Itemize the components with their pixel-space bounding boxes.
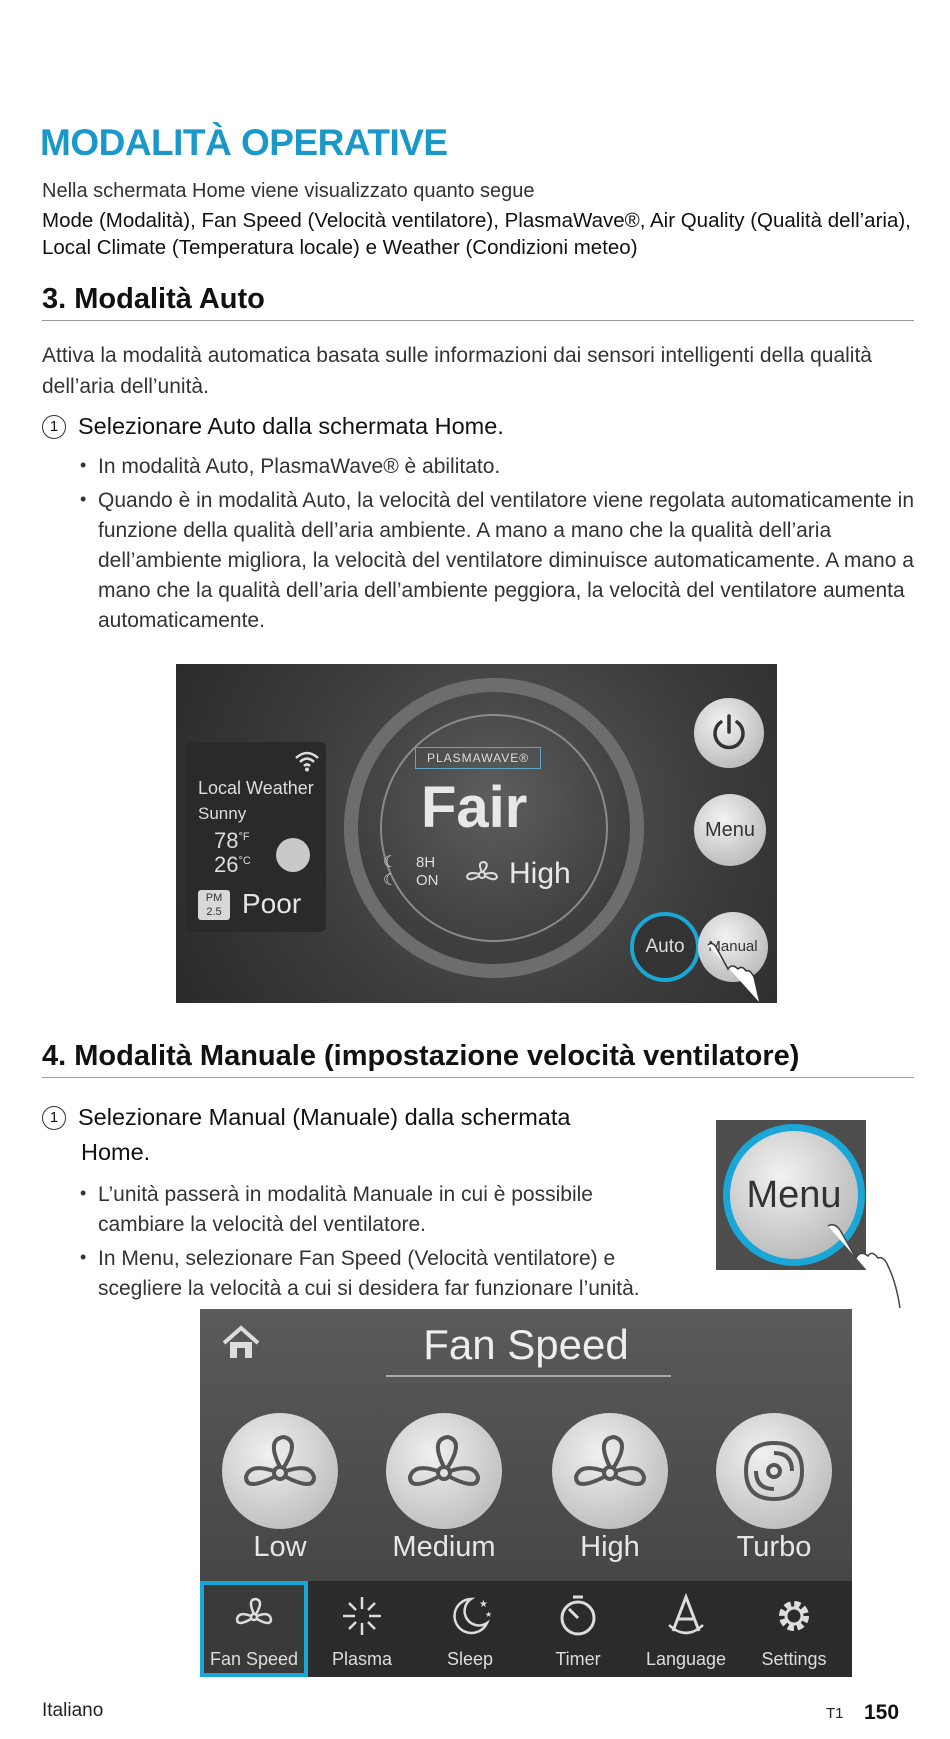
hand-pointer-icon: [826, 1222, 902, 1308]
tab-fan-speed[interactable]: [200, 1581, 308, 1677]
bottom-tab-bar: [200, 1581, 852, 1677]
tab-sleep[interactable]: [416, 1581, 524, 1677]
fan-medium-button[interactable]: [386, 1413, 502, 1529]
tab-label: Language: [645, 1649, 727, 1669]
manual-button[interactable]: Manual: [698, 912, 768, 982]
hand-pointer-icon: [694, 939, 764, 1003]
timer-state: ON: [416, 872, 439, 889]
fan-turbo-button[interactable]: [716, 1413, 832, 1529]
divider: [42, 320, 914, 321]
section-4-bullets: [80, 1180, 680, 1308]
fan-high-button[interactable]: [552, 1413, 668, 1529]
fan-icon: [552, 1413, 668, 1529]
step-text: Selezionare Auto dalla schermata Home.: [78, 413, 504, 439]
timer-status: [416, 854, 439, 890]
intro-text: Nella schermata Home viene visualizzato quanto segue: [42, 180, 535, 202]
pm25-value: Poor: [242, 888, 302, 919]
pm-label: PM: [205, 892, 223, 904]
bullet-item: • In Menu, selezionare Fan Speed (Velocità ventilatore) e scegliere la velocità a cui si desidera far funzionare l’unità.: [80, 1244, 680, 1304]
air-quality-value: Fair: [421, 775, 528, 840]
gear-icon: [769, 1591, 819, 1641]
sleep-icon: [445, 1591, 495, 1641]
tab-plasma[interactable]: [308, 1581, 416, 1677]
step-number: 1: [42, 415, 66, 439]
section-3-paragraph: Attiva la modalità automatica basata sulle informazioni dai sensori intelligenti della qualità dell’aria dell’unità.: [42, 344, 872, 398]
fan-low-label: Low: [253, 1531, 307, 1563]
temp-fahrenheit: [214, 828, 250, 854]
fan-turbo-label: Turbo: [736, 1531, 812, 1563]
tab-label: Fan Speed: [209, 1649, 299, 1669]
tab-settings[interactable]: [740, 1581, 848, 1677]
step-text-line1: Selezionare Manual (Manuale) dalla schermata: [78, 1104, 571, 1130]
section-3-bullets: [80, 452, 920, 640]
sleep-timer-icon: ☾ ☾: [383, 854, 398, 889]
bullet-item: • In modalità Auto, PlasmaWave® è abilitato.: [80, 452, 920, 482]
title-underline: [386, 1375, 671, 1377]
tab-timer[interactable]: [524, 1581, 632, 1677]
menu-button[interactable]: Menu: [694, 794, 766, 866]
turbo-icon: [716, 1413, 832, 1529]
fan-icon: [229, 1591, 279, 1641]
tab-label: Settings: [761, 1649, 827, 1669]
page-title: MODALITÀ OPERATIVE: [40, 122, 448, 163]
fan-icon: [463, 860, 501, 890]
tab-label: Timer: [555, 1649, 601, 1669]
fan-icon: [222, 1413, 338, 1529]
bullet-item: • L’unità passerà in modalità Manuale in cui è possibile cambiare la velocità del ventilatore.: [80, 1180, 680, 1240]
weather-panel: [186, 742, 326, 932]
temp-c-value: 26: [214, 852, 239, 877]
tab-language[interactable]: [632, 1581, 740, 1677]
timer-hours: 8H: [416, 854, 436, 871]
fan-low-button[interactable]: [222, 1413, 338, 1529]
step-number: 1: [42, 1106, 66, 1130]
auto-button[interactable]: Auto: [630, 912, 700, 982]
menu-button-large[interactable]: Menu: [723, 1124, 865, 1266]
home-screen-screenshot: [176, 664, 777, 1003]
plasma-icon: [337, 1591, 387, 1641]
section-3-heading: 3. Modalità Auto: [42, 283, 265, 315]
svg-text:★: ★: [485, 1610, 493, 1619]
plasmawave-logo: PLASMAWAVE®: [415, 747, 541, 769]
fan-speed-screenshot: [200, 1309, 852, 1677]
sun-icon: [276, 838, 310, 872]
power-icon: [694, 698, 764, 768]
section-3-step: [42, 409, 504, 444]
temp-celsius: [214, 852, 251, 878]
language-icon: [661, 1591, 711, 1641]
page-number: 150: [864, 1701, 900, 1724]
wifi-icon: [294, 750, 320, 772]
fan-level: High: [509, 857, 571, 890]
tab-label: Plasma: [331, 1649, 393, 1669]
timer-icon: [553, 1591, 603, 1641]
svg-text:★: ★: [479, 1599, 488, 1610]
temp-f-value: 78: [214, 828, 239, 853]
power-button[interactable]: [694, 698, 764, 768]
fan-icon: [386, 1413, 502, 1529]
pm25-badge: [198, 890, 230, 920]
section-4-step: [42, 1100, 682, 1170]
temp-f-unit: °F: [238, 831, 250, 843]
footer-language: Italiano: [42, 1700, 104, 1721]
step-text-line2: Home.: [81, 1139, 151, 1165]
fan-high-label: High: [580, 1531, 640, 1563]
footer-code: T1: [826, 1705, 844, 1722]
local-weather-label: Local Weather: [198, 778, 314, 798]
bullet-item: • Quando è in modalità Auto, la velocità del ventilatore viene regolata automaticamente in funzione della qualità dell’aria ambiente. A mano a mano che la qualità dell’aria dell’ambiente migliora, la velocità del ventilatore diminuisce automaticamente. A mano a mano che la qualità dell’aria dell’ambiente peggiora, la velocità del ventilatore aumenta automaticamente.: [80, 486, 920, 636]
fan-medium-label: Medium: [392, 1531, 496, 1563]
pm-size: 2.5: [206, 906, 222, 918]
section-4-heading: 4. Modalità Manuale (impostazione velocità ventilatore): [42, 1040, 800, 1072]
divider: [42, 1077, 914, 1078]
weather-condition: Sunny: [198, 804, 247, 823]
tab-label: Sleep: [446, 1649, 494, 1669]
temp-c-unit: °C: [238, 855, 251, 867]
fan-speed-title: Fan Speed: [423, 1321, 629, 1368]
intro-list: Mode (Modalità), Fan Speed (Velocità ventilatore), PlasmaWave®, Air Quality (Qualità dell’aria), Local Climate (Temperatura locale) e Weather (Condizioni meteo): [42, 209, 911, 259]
